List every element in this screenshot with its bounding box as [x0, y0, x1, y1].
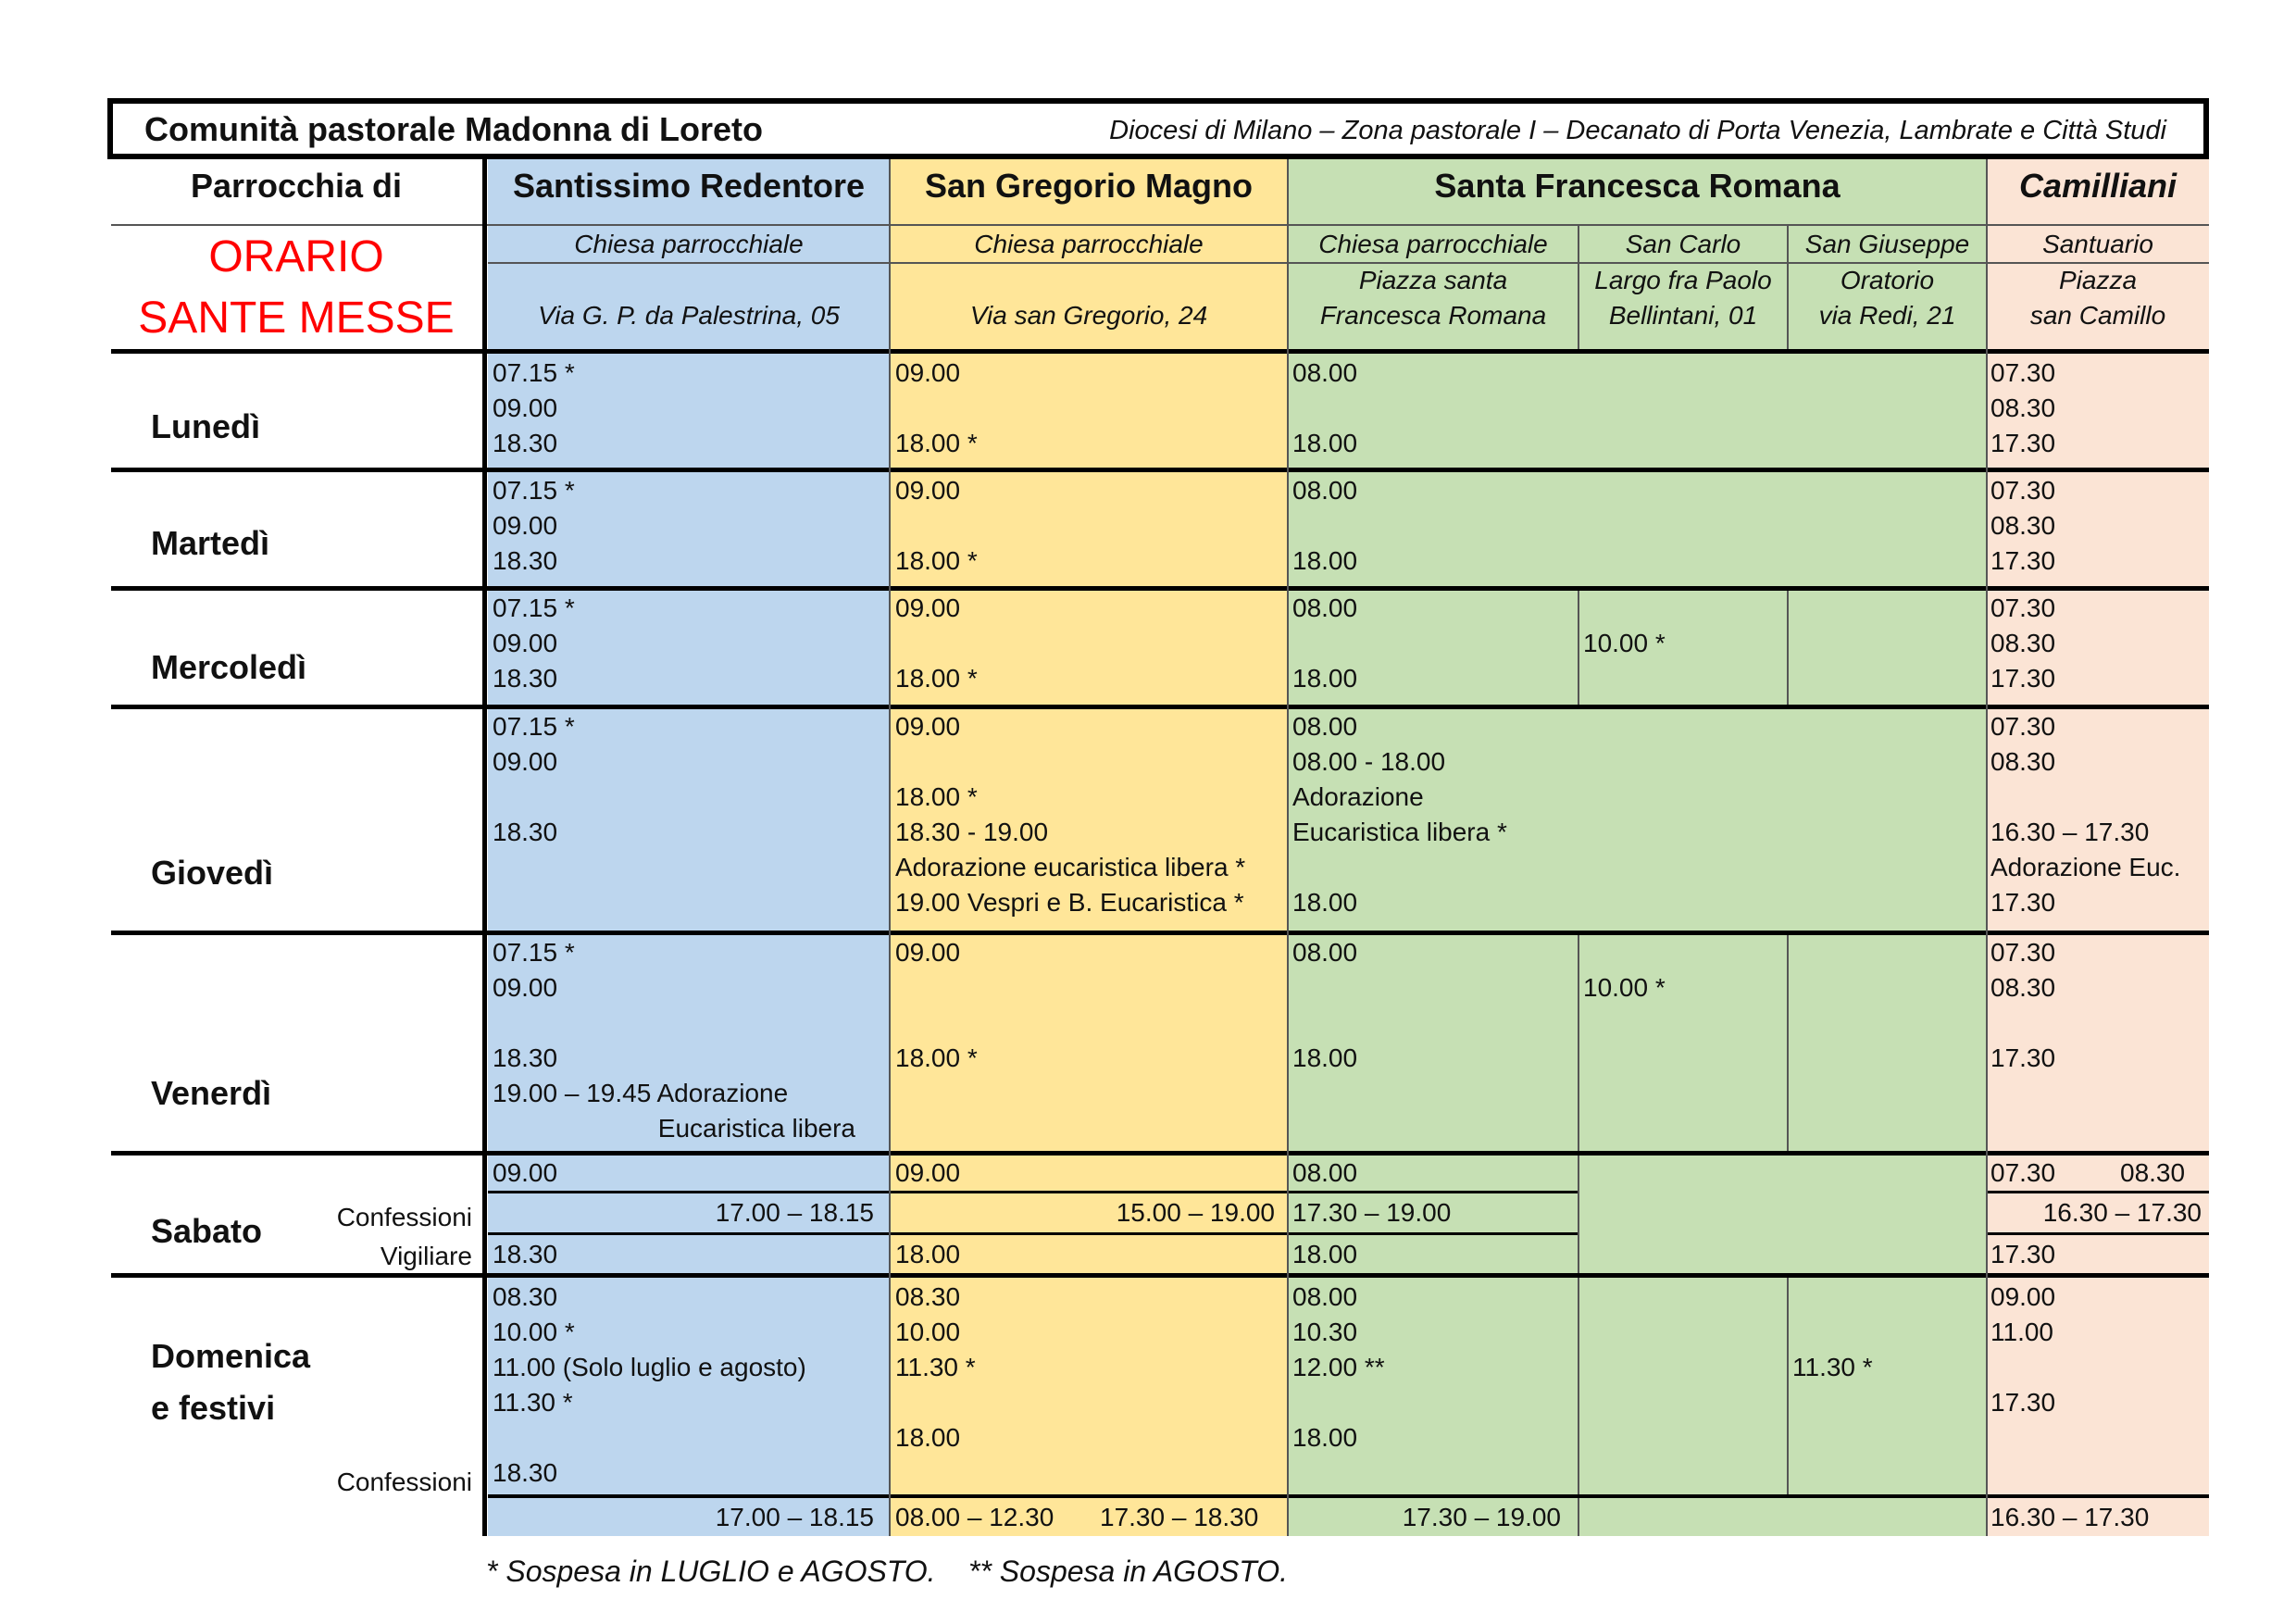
church-type-redentore: Chiesa parrocchiale	[574, 230, 804, 258]
dom-greg-1: 08.30	[895, 1282, 961, 1311]
dom-cam-4: 17.30	[1990, 1388, 2056, 1417]
mer-fra-3: 18.00	[1292, 664, 1358, 693]
sab-red-vig: 18.30	[493, 1240, 558, 1268]
gio-cam-4: 16.30 – 17.30	[1990, 818, 2150, 846]
mar-red-2: 09.00	[493, 511, 558, 540]
lun-red-1: 07.15 *	[493, 358, 575, 387]
mar-cam-1: 07.30	[1990, 476, 2056, 505]
rule-before-sabato	[111, 1151, 2209, 1156]
address-francesca-2: Francesca Romana	[1319, 301, 1547, 330]
ven-fra-4: 18.00	[1292, 1043, 1358, 1072]
mar-cam-3: 17.30	[1990, 546, 2056, 575]
gio-fra-3: Adorazione	[1292, 782, 1424, 811]
sab-cam-morning-2: 08.30	[2120, 1158, 2186, 1187]
gio-red-2: 09.00	[493, 747, 558, 776]
rule-before-domenica	[111, 1273, 2209, 1278]
rule-sab-fra-sub	[1578, 1156, 1579, 1273]
ven-red-5: 19.00 – 19.45 Adorazione	[493, 1079, 789, 1107]
rule-header-carlo	[1578, 225, 1579, 349]
dom-fra-1: 08.00	[1292, 1282, 1358, 1311]
sabato-confessioni-label: Confessioni	[336, 1203, 472, 1231]
gio-greg-4: 18.30 - 19.00	[895, 818, 1049, 846]
ven-red-6: Eucaristica libera	[657, 1114, 855, 1143]
sabato-rule-2-right	[1987, 1232, 2209, 1235]
dom-cam-2: 11.00	[1990, 1318, 2053, 1346]
lun-red-2: 09.00	[493, 394, 558, 422]
church-type-gregorio: Chiesa parrocchiale	[974, 230, 1204, 258]
gio-fra-1: 08.00	[1292, 712, 1358, 741]
mer-greg-1: 09.00	[895, 593, 961, 622]
ven-cam-4: 17.30	[1990, 1043, 2056, 1072]
gio-cam-2: 08.30	[1990, 747, 2056, 776]
gio-red-4: 18.30	[493, 818, 558, 846]
gio-greg-5: Adorazione eucaristica libera *	[895, 853, 1246, 881]
day-venerdi: Venerdì	[151, 1074, 272, 1112]
dom-red-conf: 17.00 – 18.15	[715, 1503, 874, 1531]
day-lunedi: Lunedì	[151, 407, 260, 445]
ven-greg-4: 18.00 *	[895, 1043, 978, 1072]
sab-fra-morning: 08.00	[1292, 1158, 1358, 1187]
day-mercoledi: Mercoledì	[151, 648, 307, 686]
mar-fra-1: 08.00	[1292, 476, 1358, 505]
dom-greg-3: 11.30 *	[895, 1353, 976, 1381]
community-title: Comunità pastorale Madonna di Loreto	[144, 110, 764, 148]
domenica-conf-rule	[488, 1494, 2209, 1498]
parish-name-camilliani: Camilliani	[2018, 167, 2177, 205]
mer-cam-2: 08.30	[1990, 629, 2056, 657]
dom-red-2: 10.00 *	[493, 1318, 575, 1346]
dom-greg-5: 18.00	[895, 1423, 961, 1452]
mar-red-3: 18.30	[493, 546, 558, 575]
address-camilliani-1: Piazza	[2058, 266, 2138, 294]
day-sabato: Sabato	[151, 1212, 263, 1250]
rule-before-mercoledi	[111, 586, 2209, 591]
ven-red-4: 18.30	[493, 1043, 558, 1072]
mar-fra-3: 18.00	[1292, 546, 1358, 575]
rule-vertical-label	[482, 159, 487, 1536]
dom-greg-conf-1: 08.00 – 12.30	[895, 1503, 1054, 1531]
gio-fra-6: 18.00	[1292, 888, 1358, 917]
parish-name-gregorio: San Gregorio Magno	[924, 167, 1254, 205]
mer-cam-3: 17.30	[1990, 664, 2056, 693]
mer-red-3: 18.30	[493, 664, 558, 693]
gio-cam-6: 17.30	[1990, 888, 2056, 917]
lun-fra-3: 18.00	[1292, 429, 1358, 457]
mer-fra-1: 08.00	[1292, 593, 1358, 622]
rule-before-martedi	[111, 468, 2209, 472]
rule-vertical-red-greg	[889, 159, 891, 1536]
address-camilliani-2: san Camillo	[2029, 301, 2166, 330]
church-type-camilliani: Santuario	[2042, 230, 2153, 258]
mer-red-2: 09.00	[493, 629, 558, 657]
sab-greg-vig: 18.00	[895, 1240, 961, 1268]
rule-header-giuseppe	[1787, 225, 1789, 349]
gio-greg-1: 09.00	[895, 712, 961, 741]
address-redentore: Via G. P. da Palestrina, 05	[538, 301, 840, 330]
sab-red-morning: 09.00	[493, 1158, 558, 1187]
orario-title-line1: ORARIO	[208, 232, 384, 281]
day-martedi: Martedì	[151, 524, 270, 562]
rule-under-parish-names	[111, 224, 2209, 226]
church-name-carlo: San Carlo	[1625, 230, 1741, 258]
day-giovedi: Giovedì	[151, 854, 274, 892]
dom-cam-1: 09.00	[1990, 1282, 2056, 1311]
ven-greg-1: 09.00	[895, 938, 961, 967]
lun-fra-1: 08.00	[1292, 358, 1358, 387]
day-domenica-line1: Domenica	[151, 1337, 311, 1375]
mer-red-1: 07.15 *	[493, 593, 575, 622]
sab-red-conf: 17.00 – 18.15	[715, 1198, 874, 1227]
dom-red-1: 08.30	[493, 1282, 558, 1311]
gio-fra-4: Eucaristica libera *	[1292, 818, 1507, 846]
domenica-confessioni-label: Confessioni	[336, 1468, 472, 1496]
parrocchia-di-label: Parrocchia di	[190, 167, 403, 205]
sab-greg-conf: 15.00 – 19.00	[1116, 1198, 1275, 1227]
rule-before-giovedi	[111, 705, 2209, 709]
dom-giuseppe: 11.30 *	[1792, 1353, 1873, 1381]
gio-cam-1: 07.30	[1990, 712, 2056, 741]
sabato-rule-2-left	[488, 1232, 1578, 1235]
sab-fra-conf: 17.30 – 19.00	[1292, 1198, 1452, 1227]
dom-fra-conf: 17.30 – 19.00	[1402, 1503, 1561, 1531]
lun-greg-1: 09.00	[895, 358, 961, 387]
sab-cam-conf: 16.30 – 17.30	[2042, 1198, 2202, 1227]
address-carlo-2: Bellintani, 01	[1608, 301, 1758, 330]
church-type-francesca: Chiesa parrocchiale	[1318, 230, 1548, 258]
mer-greg-3: 18.00 *	[895, 664, 978, 693]
dom-red-4: 11.30 *	[493, 1388, 573, 1417]
sabato-rule-1-right	[1987, 1191, 2209, 1193]
gio-greg-3: 18.00 *	[895, 782, 978, 811]
parish-name-francesca: Santa Francesca Romana	[1434, 167, 1841, 205]
mar-greg-1: 09.00	[895, 476, 961, 505]
ven-fra-1: 08.00	[1292, 938, 1358, 967]
lun-red-3: 18.30	[493, 429, 558, 457]
diocese-subtitle: Diocesi di Milano – Zona pastorale I – Decanato di Porta Venezia, Lambrate e Città Studi	[1109, 116, 2166, 145]
rule-mer-carlo	[1578, 591, 1579, 705]
lun-cam-3: 17.30	[1990, 429, 2056, 457]
dom-red-6: 18.30	[493, 1458, 558, 1487]
lun-cam-1: 07.30	[1990, 358, 2056, 387]
mar-greg-3: 18.00 *	[895, 546, 978, 575]
sab-greg-morning: 09.00	[895, 1158, 961, 1187]
rule-ven-carlo	[1578, 935, 1579, 1151]
address-carlo-1: Largo fra Paolo	[1594, 266, 1772, 294]
gio-red-1: 07.15 *	[493, 712, 575, 741]
rule-dom-carlo	[1578, 1278, 1579, 1494]
mer-carlo: 10.00 *	[1583, 629, 1666, 657]
rule-mer-giuseppe	[1787, 591, 1789, 705]
ven-carlo: 10.00 *	[1583, 973, 1666, 1002]
mer-cam-1: 07.30	[1990, 593, 2056, 622]
dom-red-3: 11.00 (Solo luglio e agosto)	[493, 1353, 806, 1381]
ven-cam-2: 08.30	[1990, 973, 2056, 1002]
address-francesca-1: Piazza santa	[1358, 266, 1508, 294]
parish-name-redentore: Santissimo Redentore	[512, 167, 866, 205]
rule-vertical-fra-cam	[1986, 159, 1988, 1536]
church-name-giuseppe: San Giuseppe	[1804, 230, 1970, 258]
ven-red-2: 09.00	[493, 973, 558, 1002]
address-giuseppe-2: via Redi, 21	[1818, 301, 1956, 330]
mar-cam-2: 08.30	[1990, 511, 2056, 540]
ven-cam-1: 07.30	[1990, 938, 2056, 967]
dom-fra-2: 10.30	[1292, 1318, 1358, 1346]
dom-fra-5: 18.00	[1292, 1423, 1358, 1452]
address-gregorio: Via san Gregorio, 24	[969, 301, 1208, 330]
sabato-vigiliare-label: Vigiliare	[380, 1242, 472, 1270]
rule-ven-giuseppe	[1787, 935, 1789, 1151]
sabato-rule-1-left	[488, 1191, 1578, 1193]
mar-red-1: 07.15 *	[493, 476, 575, 505]
orario-title-line2: SANTE MESSE	[138, 294, 455, 343]
dom-cam-conf: 16.30 – 17.30	[1990, 1503, 2150, 1531]
gio-cam-5: Adorazione Euc.	[1990, 853, 2181, 881]
dom-greg-2: 10.00	[895, 1318, 961, 1346]
footnote-2: ** Sospesa in AGOSTO.	[968, 1555, 1289, 1588]
lun-greg-3: 18.00 *	[895, 429, 978, 457]
gio-greg-6: 19.00 Vespri e B. Eucaristica *	[895, 888, 1244, 917]
address-giuseppe-1: Oratorio	[1840, 266, 1935, 294]
rule-dom-conf-fra-sub	[1578, 1498, 1579, 1536]
rule-vertical-greg-fra	[1287, 159, 1289, 1536]
dom-fra-3: 12.00 **	[1292, 1353, 1385, 1381]
rule-under-church-type	[488, 262, 2209, 264]
dom-greg-conf-2: 17.30 – 18.30	[1100, 1503, 1259, 1531]
ven-red-1: 07.15 *	[493, 938, 575, 967]
sab-cam-morning-1: 07.30	[1990, 1158, 2056, 1187]
gio-fra-2: 08.00 - 18.00	[1292, 747, 1446, 776]
sab-fra-vig: 18.00	[1292, 1240, 1358, 1268]
rule-before-venerdi	[111, 931, 2209, 935]
rule-dom-giuseppe	[1787, 1278, 1789, 1494]
day-domenica-line2: e festivi	[151, 1389, 276, 1427]
rule-before-lunedi	[111, 349, 2209, 354]
lun-cam-2: 08.30	[1990, 394, 2056, 422]
footnote-1: * Sospesa in LUGLIO e AGOSTO.	[486, 1555, 936, 1588]
sab-cam-vig: 17.30	[1990, 1240, 2056, 1268]
